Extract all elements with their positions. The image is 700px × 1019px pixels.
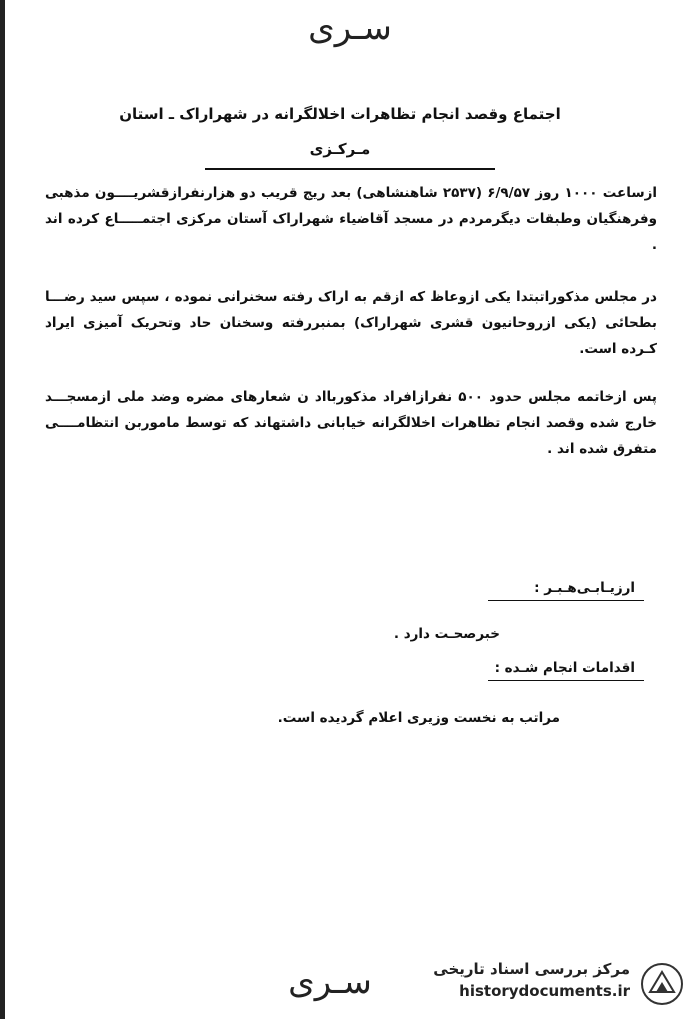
- actions-underline: [488, 680, 644, 681]
- document-title-line2: مـرکـزی: [309, 140, 371, 158]
- title-underline: [205, 168, 495, 170]
- body-paragraph-1: ازساعت ۱۰۰۰ روز ۶/۹/۵۷ (۲۵۳۷ شاهنشاهی) بعد ریج قریب دو هزارنفرازقشریــــون مذهبی وفرهنگیان وطبقات دیگرمردم در مسجد آقاضیاء شهراراک آستان مرکزی اجتمـــــاع کرده اند .: [45, 185, 657, 253]
- watermark-name: مرکز بررسی اسناد تاریخی: [433, 960, 630, 978]
- scan-edge: [0, 0, 5, 1019]
- archive-watermark: [420, 960, 690, 1010]
- classification-stamp-bottom: سـری: [288, 962, 372, 1002]
- actions-value: مراتب به نخست وزیری اعلام گردیده است.: [277, 710, 560, 726]
- body-paragraph-2: در مجلس مذکوراتبتدا یکی ازوعاظ که ازقم به اراک رفته سخنرانی نموده ، سپس سید رضـــا بطحائی (یکی ازروحانیون قشری شهراراک) بمنبررفته وسخنان حاد وتحریک آمیزی ایراد کـرده است.: [45, 289, 657, 357]
- archive-logo-icon: [640, 962, 684, 1006]
- assessment-underline: [488, 600, 644, 601]
- actions-label: اقدامات انجام شـده :: [494, 660, 635, 676]
- assessment-value: خبرصحـت دارد .: [393, 626, 500, 642]
- body-paragraph-3: پس ازخاتمه مجلس حدود ۵۰۰ نفرازافراد مذکوربااد ن شعارهای مضره وضد ملی ازمسجـــد خارج شده وقصد انجام تظاهرات اخلالگرانه خیابانی داشتهاند که توسط ماموربن انتظامــــی متفرق شده اند .: [45, 389, 657, 457]
- document-title-line1: اجتماع وقصد انجام تظاهرات اخلالگرانه در شهراراک ـ استان: [119, 105, 561, 123]
- watermark-url: historydocuments.ir: [459, 982, 630, 1000]
- assessment-label: ارزیـابـی‌هـبـر :: [534, 580, 635, 596]
- classification-stamp-top: سـری: [308, 8, 392, 48]
